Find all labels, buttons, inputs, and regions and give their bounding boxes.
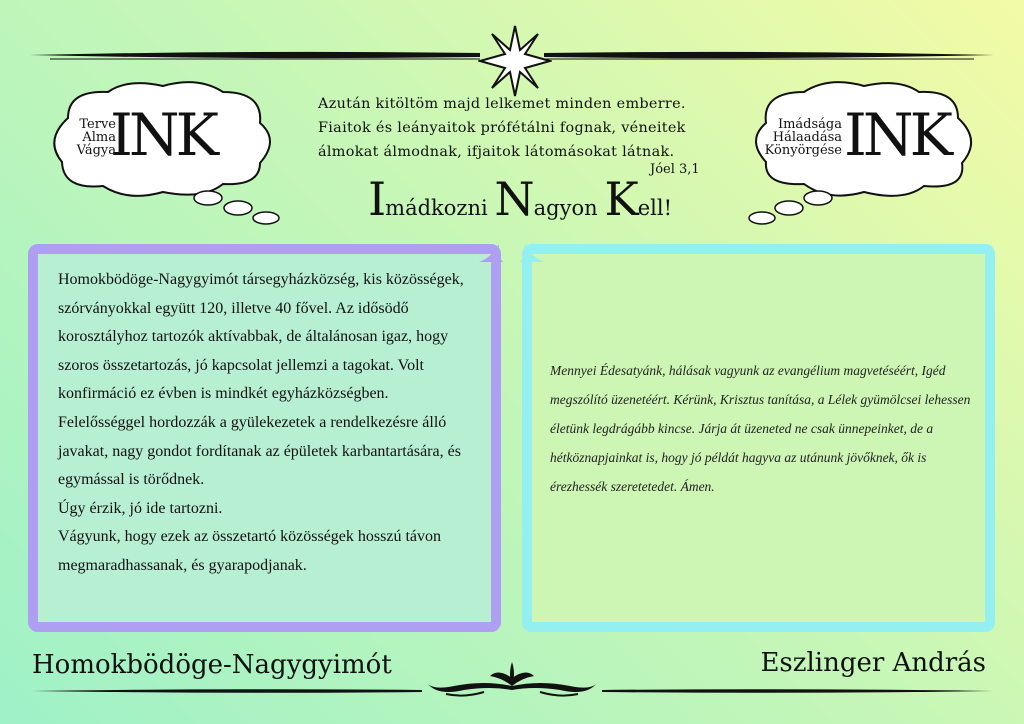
author-name: Eszlinger András [760, 648, 986, 678]
left-cloud-words [62, 118, 116, 157]
paragraph: Felelősséggel hordozzák a gyülekezetek a rendelkezésre álló javakat, nagy gondot fordítanak az épületek karbantartására, és egymással is törődnek. [58, 413, 461, 489]
congregation-description-panel [28, 244, 501, 632]
prayer-text: Mennyei Édesatyánk, hálásak vagyunk az evangélium magvetéséért, Igéd megszólító üzenetéért. Kérünk, Krisztus tanítása, a Lélek gyümölcsei lehessen életünk legdrágább kincse. Járja át üzeneted ne csak ünnepeinket, de a hétköznapjainkat is, hogy jó példát hagyva az utánunk jövőknek, ők is érezhessék szeretetedet. Ámen. [550, 363, 971, 494]
cloud-word: Hálaadása [772, 130, 842, 145]
speech-notch-icon [518, 242, 546, 264]
left-cloud-acronym: INK [110, 101, 215, 169]
prayer-panel [522, 244, 995, 632]
congregation-name: Homokbödöge-Nagygyimót [32, 650, 392, 680]
cloud-word: Alma [82, 130, 116, 145]
motto-word: ell! [637, 196, 673, 220]
congregation-description [58, 266, 478, 581]
motto-initial: N [494, 172, 534, 226]
cloud-word: Terve [79, 117, 116, 132]
verse-line: Fiaitok és leányaitok prófétálni fognak, véneitek [318, 120, 686, 136]
paragraph: Úgy érzik, jó ide tartozni. [58, 499, 223, 517]
right-cloud-acronym: INK [844, 101, 949, 169]
verse-line: Azután kitöltöm majd lelkemet minden emberre. [318, 96, 686, 112]
paragraph: Homokbödöge-Nagygyimót társegyházközség, kis közösségek, szórványokkal együtt 120, illetve 40 fővel. Az idősödő korosztályhoz tartozók aktívabbak, de általánosan igaz, hogy szoros összetartozás, jó kapcsolat jellemzi a tagokat. Volt konfirmáció ez évben is mindkét egyházközségben. [58, 271, 464, 403]
motto-word: mádkozni [385, 196, 495, 220]
motto-word: agyon [533, 196, 605, 220]
motto-initial: I [368, 172, 386, 226]
left-thought-cloud [38, 78, 283, 228]
cloud-word: Imádsága [777, 117, 842, 132]
bible-verse [318, 92, 708, 164]
motto [368, 172, 672, 226]
verse-line: álmokat álmodnak, ifjaitok látomásokat látnak. [318, 144, 675, 160]
right-cloud-words [750, 118, 842, 157]
paragraph: Vágyunk, hogy ezek az összetartó közösségek hosszú távon megmaradhassanak, és gyarapodjanak. [58, 528, 441, 574]
cloud-word: Vágya [76, 143, 116, 158]
right-thought-cloud [744, 78, 989, 228]
star-icon [478, 24, 552, 98]
motto-initial: K [604, 172, 638, 226]
speech-notch-icon [477, 242, 505, 264]
verse-reference: Jóel 3,1 [650, 162, 700, 177]
bottom-divider [10, 684, 1014, 698]
cloud-word: Könyörgése [764, 143, 842, 158]
